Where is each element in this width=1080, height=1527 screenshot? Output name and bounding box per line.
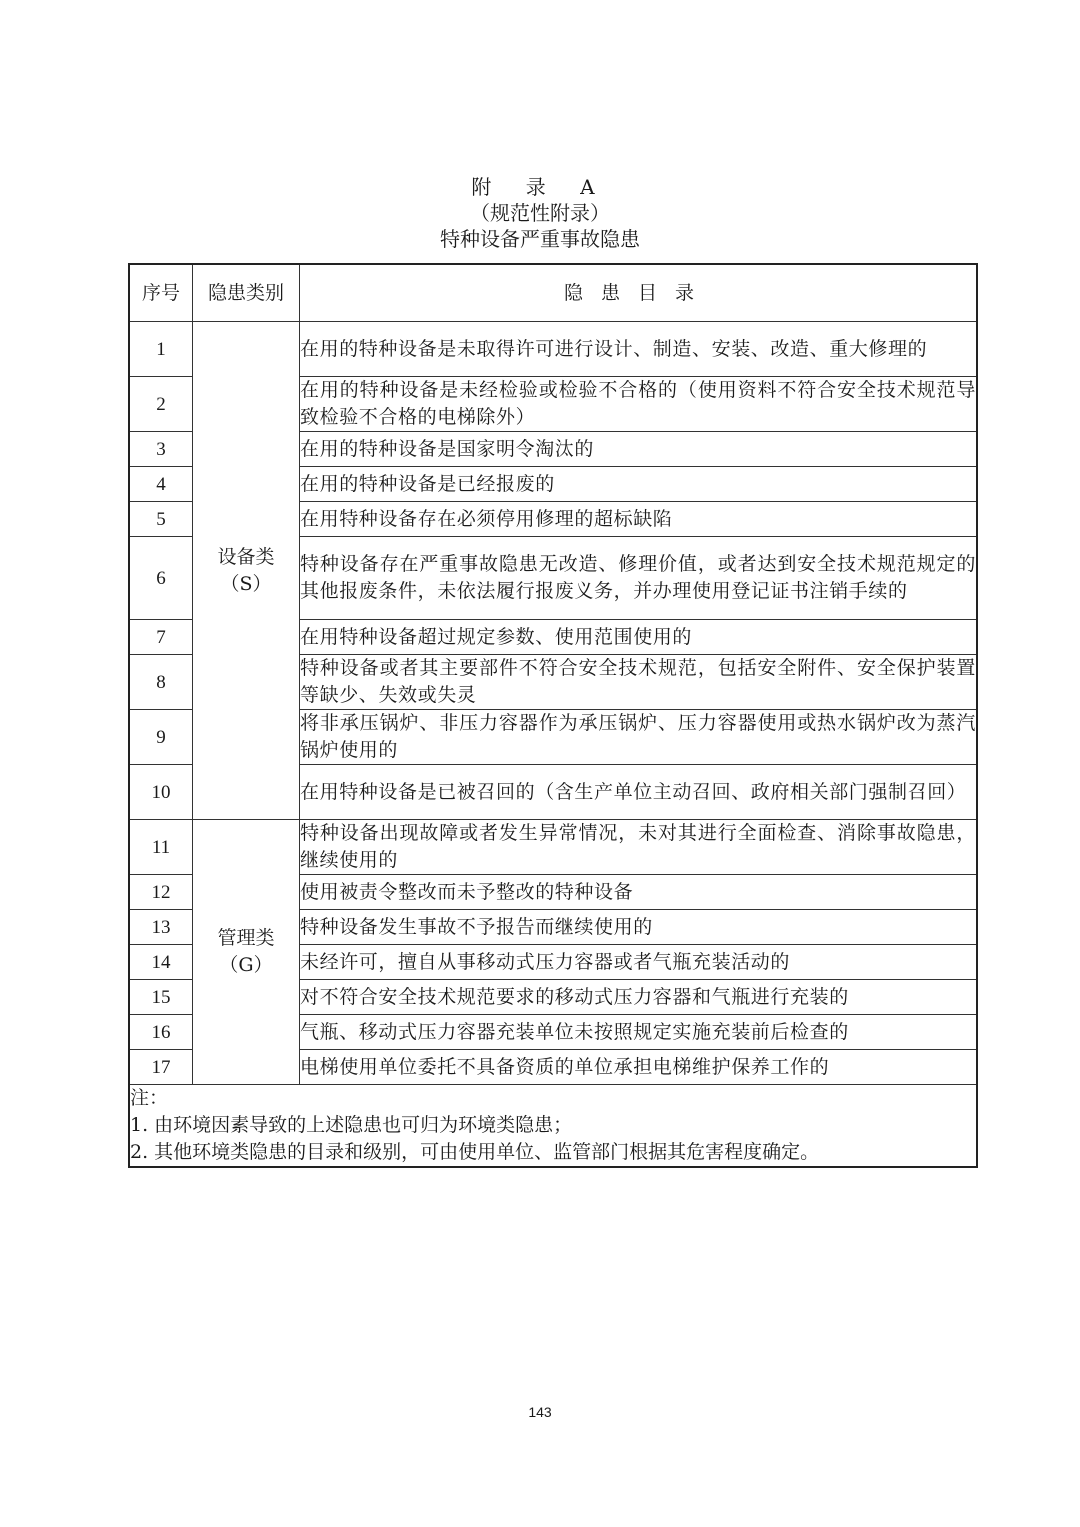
row-text: 电梯使用单位委托不具备资质的单位承担电梯维护保养工作的 [300, 1050, 978, 1085]
heading-block [0, 174, 1080, 252]
row-text: 在用特种设备是已被召回的（含生产单位主动召回、政府相关部门强制召回） [300, 765, 978, 820]
row-num: 7 [129, 620, 193, 655]
row-num: 12 [129, 875, 193, 910]
row-text: 在用的特种设备是国家明令淘汰的 [300, 432, 978, 467]
row-num: 13 [129, 910, 193, 945]
row-num: 2 [129, 377, 193, 432]
row-num: 16 [129, 1015, 193, 1050]
row-text: 特种设备发生事故不予报告而继续使用的 [300, 910, 978, 945]
table-row [129, 820, 977, 875]
notes-label: 注： [130, 1087, 169, 1109]
row-num: 14 [129, 945, 193, 980]
row-text: 特种设备出现故障或者发生异常情况，未对其进行全面检查、消除事故隐患，继续使用的 [300, 820, 978, 875]
row-num: 11 [129, 820, 193, 875]
note-item: 2. 其他环境类隐患的目录和级别，可由使用单位、监管部门根据其危害程度确定。 [130, 1141, 820, 1163]
row-text: 特种设备或者其主要部件不符合安全技术规范，包括安全附件、安全保护装置等缺少、失效或失灵 [300, 655, 978, 710]
row-text: 在用的特种设备是未经检验或检验不合格的（使用资料不符合安全技术规范导致检验不合格的电梯除外） [300, 377, 978, 432]
row-num: 10 [129, 765, 193, 820]
row-num: 8 [129, 655, 193, 710]
row-text: 在用的特种设备是已经报废的 [300, 467, 978, 502]
notes-row [129, 1085, 977, 1168]
hazard-table [128, 263, 978, 1168]
row-num: 4 [129, 467, 193, 502]
page-number: 143 [528, 1404, 552, 1420]
row-text: 对不符合安全技术规范要求的移动式压力容器和气瓶进行充装的 [300, 980, 978, 1015]
category-equipment: 设备类（S） [193, 322, 300, 820]
row-text: 特种设备存在严重事故隐患无改造、修理价值，或者达到安全技术规范规定的其他报废条件，未依法履行报废义务，并办理使用登记证书注销手续的 [300, 537, 978, 620]
row-text: 使用被责令整改而未予整改的特种设备 [300, 875, 978, 910]
row-num: 15 [129, 980, 193, 1015]
page-title: 特种设备严重事故隐患 [440, 227, 640, 251]
header-category: 隐患类别 [193, 264, 300, 322]
table-row [129, 322, 977, 377]
row-text: 气瓶、移动式压力容器充装单位未按照规定实施充装前后检查的 [300, 1015, 978, 1050]
header-list: 隐患目录 [300, 264, 978, 322]
row-text: 将非承压锅炉、非压力容器作为承压锅炉、压力容器使用或热水锅炉改为蒸汽锅炉使用的 [300, 710, 978, 765]
table-header-row [129, 264, 977, 322]
row-num: 5 [129, 502, 193, 537]
row-num: 6 [129, 537, 193, 620]
row-num: 17 [129, 1050, 193, 1085]
row-num: 1 [129, 322, 193, 377]
notes-cell [129, 1085, 977, 1168]
row-num: 9 [129, 710, 193, 765]
row-text: 在用特种设备超过规定参数、使用范围使用的 [300, 620, 978, 655]
row-text: 在用特种设备存在必须停用修理的超标缺陷 [300, 502, 978, 537]
row-num: 3 [129, 432, 193, 467]
appendix-label: 附 录 A [471, 175, 609, 199]
note-item: 1. 由环境因素导致的上述隐患也可归为环境类隐患； [130, 1114, 573, 1136]
appendix-subtitle: （规范性附录） [470, 201, 610, 225]
row-text: 未经许可，擅自从事移动式压力容器或者气瓶充装活动的 [300, 945, 978, 980]
header-num: 序号 [129, 264, 193, 322]
row-text: 在用的特种设备是未取得许可进行设计、制造、安装、改造、重大修理的 [300, 322, 978, 377]
category-management: 管理类（G） [193, 820, 300, 1085]
